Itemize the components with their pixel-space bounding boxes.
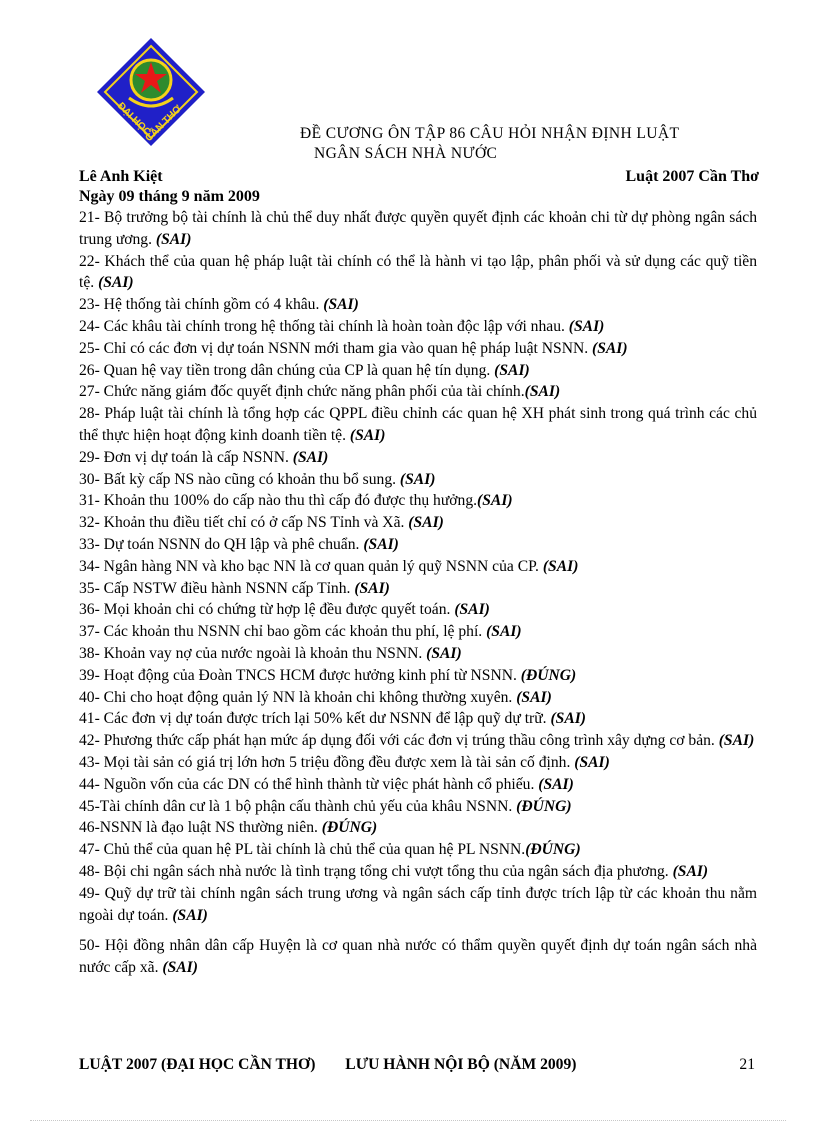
answer-label: (SAI) [162,959,198,977]
question-item: 40- Chi cho hoạt động quản lý NN là khoản chi không thường xuyên. (SAI) [79,688,552,706]
question-item: 28- Pháp luật tài chính là tổng hợp các QPPL điều chỉnh các quan hệ XH phát sinh trong quá trình các chủ thể thực hiện hoạt động kinh doanh tiền tệ. (SAI) [79,405,757,444]
answer-label: (SAI) [672,862,709,880]
answer-label: (SAI) [98,274,134,292]
answer-label: (SAI) [524,383,561,401]
answer-label: (SAI) [354,579,390,597]
question-item: 43- Mọi tài sản có giá trị lớn hơn 5 triệu đồng đều được xem là tài sản cố định. (SAI) [79,753,610,771]
question-item: 21- Bộ trưởng bộ tài chính là chủ thể duy nhất được quyền quyết định các khoản chi từ dự phòng ngân sách trung ương. (SAI) [79,209,757,248]
answer-label: (SAI) [454,601,490,619]
logo-emblem-icon [95,36,207,148]
answer-label: (SAI) [426,644,462,662]
answer-label: (ĐÚNG) [525,841,581,859]
question-item: 38- Khoản vay nợ của nước ngoài là khoản thu NSNN. (SAI) [79,644,462,662]
question-item: 49- Quỹ dự trữ tài chính ngân sách trung ương và ngân sách cấp tỉnh được trích lập từ các khoản thu nằm ngoài dự toán. (SAI) [79,884,757,924]
footer-right: LƯU HÀNH NỘI BỘ (NĂM 2009) [345,1056,577,1073]
question-item: 31- Khoản thu 100% do cấp nào thu thì cấp đó được thụ hưởng.(SAI) [79,492,513,510]
question-item: 37- Các khoản thu NSNN chỉ bao gồm các khoản thu phí, lệ phí. (SAI) [79,623,522,641]
footer-left: LUẬT 2007 (ĐẠI HỌC CẦN THƠ) [79,1056,316,1073]
question-item: 44- Nguồn vốn của các DN có thể hình thành từ việc phát hành cổ phiếu. (SAI) [79,775,574,793]
answer-label: (SAI) [323,296,359,314]
question-item: 23- Hệ thống tài chính gồm có 4 khâu. (SAI) [79,296,359,314]
answer-label: (SAI) [718,732,755,750]
answer-label: (SAI) [568,317,605,335]
question-item: 24- Các khâu tài chính trong hệ thống tài chính là hoàn toàn độc lập với nhau. (SAI) [79,317,605,335]
question-item: 27- Chức năng giám đốc quyết định chức năng phân phối của tài chính.(SAI) [79,383,561,401]
answer-label: (SAI) [363,535,399,553]
question-item: 29- Đơn vị dự toán là cấp NSNN. (SAI) [79,448,329,466]
answer-label: (SAI) [172,906,208,924]
document-date: Ngày 09 tháng 9 năm 2009 [79,188,260,205]
title-line-2: NGÂN SÁCH NHÀ NƯỚC [314,145,498,162]
question-item: 45-Tài chính dân cư là 1 bộ phận cấu thành chủ yếu của khâu NSNN. (ĐÚNG) [79,797,572,815]
document-title [300,124,760,164]
answer-label: (SAI) [477,492,513,510]
answer-label: (SAI) [408,514,444,532]
answer-label: (ĐÚNG) [321,819,378,837]
page-bottom-divider [30,1120,786,1121]
question-item: 42- Phương thức cấp phát hạn mức áp dụng đối với các đơn vị trúng thầu công trình xây dựng cơ bản. (SAI) [79,732,755,750]
answer-label: (SAI) [542,557,579,575]
question-item: 33- Dự toán NSNN do QH lập và phê chuẩn. (SAI) [79,535,399,553]
answer-label: (SAI) [516,688,552,706]
answer-label: (SAI) [486,623,522,641]
answer-label: (SAI) [574,753,610,771]
university-logo [95,36,207,148]
answer-label: (SAI) [349,426,386,444]
answer-label: (SAI) [292,448,329,466]
question-item: 26- Quan hệ vay tiền trong dân chúng của CP là quan hệ tín dụng. (SAI) [79,361,530,379]
title-line-1: ĐỀ CƯƠNG ÔN TẬP 86 CÂU HỎI NHẬN ĐỊNH LUẬT [300,125,680,142]
answer-label: (SAI) [592,339,628,357]
question-item: 47- Chủ thể của quan hệ PL tài chính là chủ thể của quan hệ PL NSNN.(ĐÚNG) [79,841,581,859]
author-name: Lê Anh Kiệt [79,168,163,185]
answer-label: (SAI) [550,710,586,728]
question-item: 46-NSNN là đạo luật NS thường niên. (ĐÚNG) [79,819,378,837]
question-item: 50- Hội đồng nhân dân cấp Huyện là cơ quan nhà nước có thẩm quyền quyết định dự toán ngân sách nhà nước cấp xã. (SAI) [79,937,757,977]
answer-label: (SAI) [538,775,574,793]
question-list [79,207,757,979]
question-item: 30- Bất kỳ cấp NS nào cũng có khoản thu bổ sung. (SAI) [79,470,436,488]
course-name: Luật 2007 Cần Thơ [625,168,759,185]
question-item: 35- Cấp NSTW điều hành NSNN cấp Tỉnh. (SAI) [79,579,390,597]
question-item: 39- Hoạt động của Đoàn TNCS HCM được hưởng kinh phí từ NSNN. (ĐÚNG) [79,666,577,684]
logo-text: ĐẠI HỌC CẦN THƠ [115,100,185,145]
author-row [79,166,759,187]
question-item: 34- Ngân hàng NN và kho bạc NN là cơ quan quản lý quỹ NSNN của CP. (SAI) [79,557,579,575]
answer-label: (SAI) [494,361,530,379]
question-item: 22- Khách thể của quan hệ pháp luật tài chính có thể là hành vi tạo lập, phân phối và sử dụng các quỹ tiền tệ. (SAI) [79,252,757,292]
question-item: 36- Mọi khoản chi có chứng từ hợp lệ đều được quyết toán. (SAI) [79,601,490,619]
question-item: 48- Bội chi ngân sách nhà nước là tình trạng tổng chi vượt tổng thu của ngân sách địa phương. (SAI) [79,862,709,880]
answer-label: (SAI) [155,230,192,248]
answer-label: (ĐÚNG) [516,797,572,815]
question-item: 41- Các đơn vị dự toán được trích lại 50% kết dư NSNN để lập quỹ dự trữ. (SAI) [79,710,586,728]
answer-label: (ĐÚNG) [520,666,577,684]
page-number: 21 [739,1056,755,1073]
question-item: 25- Chỉ có các đơn vị dự toán NSNN mới tham gia vào quan hệ pháp luật NSNN. (SAI) [79,339,628,357]
question-item: 32- Khoản thu điều tiết chỉ có ở cấp NS Tỉnh và Xã. (SAI) [79,514,444,532]
page-footer [79,1054,759,1076]
answer-label: (SAI) [399,470,436,488]
